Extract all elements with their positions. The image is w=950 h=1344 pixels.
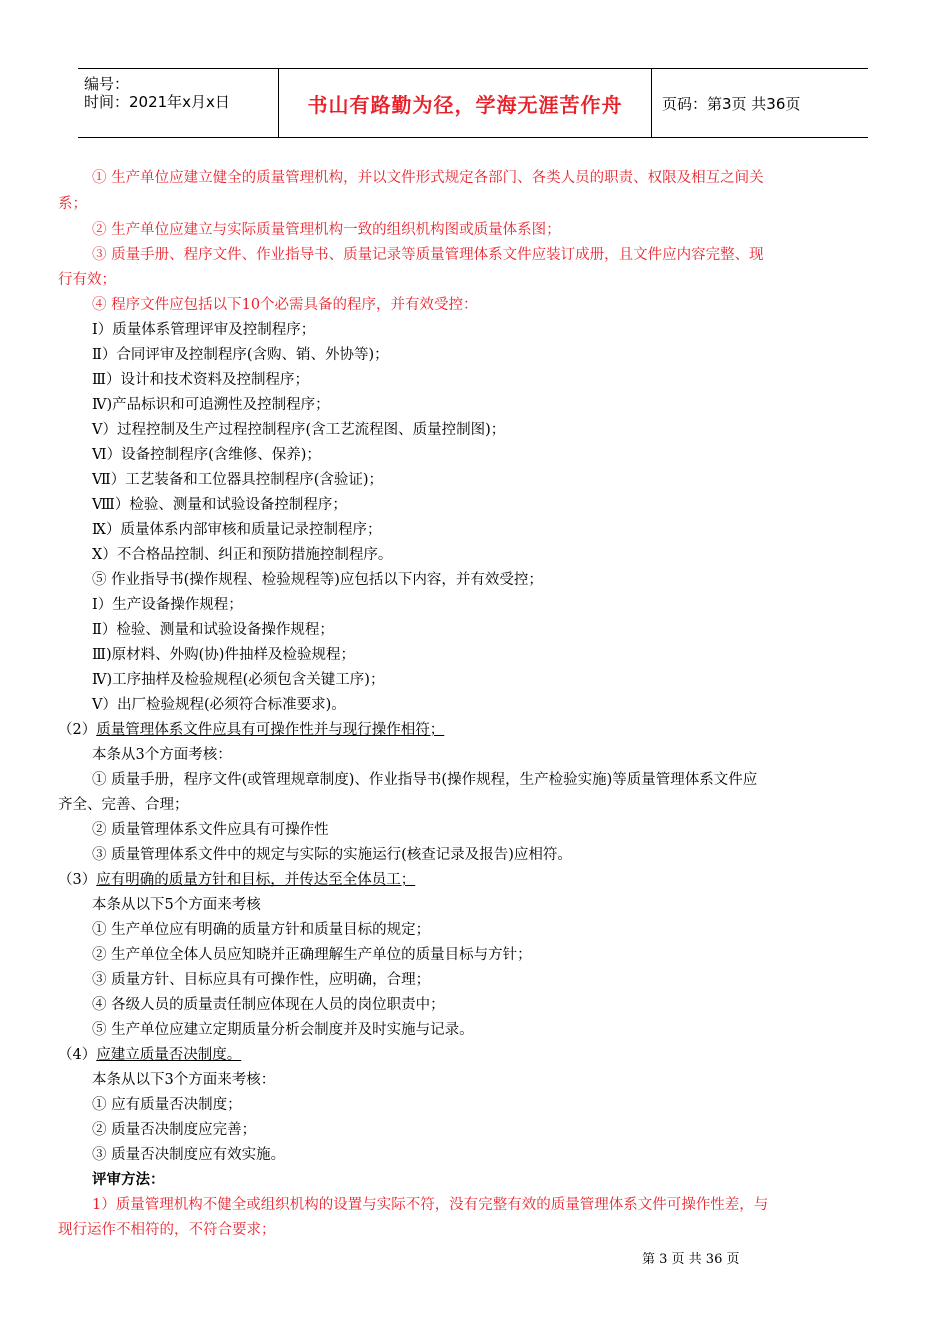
body-line: ① 生产单位应建立健全的质量管理机构，并以文件形式规定各部门、各类人员的职责、权限及相互之间关	[92, 170, 764, 186]
body-line: 本条从以下5个方面来考核	[92, 897, 261, 913]
body-line: ① 生产单位应有明确的质量方针和质量目标的规定；	[92, 922, 431, 938]
section-number: （2）	[58, 722, 97, 738]
body-line: ⑤ 生产单位应建立定期质量分析会制度并及时实施与记录。	[92, 1022, 474, 1038]
section-heading	[58, 870, 415, 890]
document-number-label: 编号：	[84, 75, 130, 93]
body-line: ③ 质量方针、目标应具有可操作性，应明确，合理；	[92, 972, 431, 988]
body-line: ④ 各级人员的质量责任制应体现在人员的岗位职责中；	[92, 997, 445, 1013]
section-number: （4）	[58, 1047, 97, 1063]
header-motto: 书山有路勤为径，学海无涯苦作舟	[279, 69, 652, 137]
body-line: ② 生产单位应建立与实际质量管理机构一致的组织机构图或质量体系图；	[92, 222, 561, 238]
body-line: Ⅸ）质量体系内部审核和质量记录控制程序；	[92, 522, 382, 538]
section-heading	[58, 720, 444, 740]
body-line: ③ 质量管理体系文件中的规定与实际的实施运行(核查记录及报告)应相符。	[92, 847, 572, 863]
body-line: Ⅳ)工序抽样及检验规程(必须包含关键工序)；	[92, 672, 385, 688]
body-line: ② 质量管理体系文件应具有可操作性	[92, 822, 329, 838]
body-line: ② 质量否决制度应完善；	[92, 1122, 257, 1138]
body-line: Ⅰ）生产设备操作规程；	[92, 597, 243, 613]
body-line: ④ 程序文件应包括以下10个必需具备的程序，并有效受控：	[92, 297, 478, 313]
body-line: 行有效；	[58, 272, 116, 288]
body-line: Ⅲ)原材料、外购(协)件抽样及检验规程；	[92, 647, 355, 663]
body-line: ③ 质量否决制度应有效实施。	[92, 1147, 286, 1163]
review-method-heading: 评审方法：	[92, 1171, 165, 1188]
body-line: Ⅰ）质量体系管理评审及控制程序；	[92, 322, 316, 338]
body-line: ⑤ 作业指导书(操作规程、检验规程等)应包括以下内容，并有效受控；	[92, 572, 543, 588]
section-heading	[58, 1045, 241, 1065]
document-time-label: 时间：2021年x月x日	[84, 93, 230, 111]
page-header	[78, 68, 868, 138]
body-line: 1）质量管理机构不健全或组织机构的设置与实际不符，没有完整有效的质量管理体系文件可操作性差，与	[92, 1197, 769, 1213]
body-line: Ⅴ）过程控制及生产过程控制程序(含工艺流程图、质量控制图)；	[92, 422, 506, 438]
section-title: 质量管理体系文件应具有可操作性并与现行操作相符；	[96, 722, 445, 738]
body-line: 系；	[58, 196, 87, 212]
body-line: Ⅹ）不合格品控制、纠正和预防措施控制程序。	[92, 547, 393, 563]
body-line: 本条从3个方面考核：	[92, 747, 232, 763]
body-line: Ⅳ)产品标识和可追溯性及控制程序；	[92, 397, 330, 413]
body-line: ③ 质量手册、程序文件、作业指导书、质量记录等质量管理体系文件应装订成册，且文件应内容完整、现	[92, 247, 764, 263]
body-line: ① 应有质量否决制度；	[92, 1097, 242, 1113]
body-line: Ⅱ）合同评审及控制程序(含购、销、外协等)；	[92, 347, 389, 363]
body-line: Ⅲ）设计和技术资料及控制程序；	[92, 372, 309, 388]
page-footer: 第 3 页 共 36 页	[642, 1252, 740, 1267]
body-line: 齐全、完善、合理；	[58, 797, 189, 813]
body-line: Ⅷ）检验、测量和试验设备控制程序；	[92, 497, 347, 513]
body-line: Ⅵ）设备控制程序(含维修、保养)；	[92, 447, 321, 463]
section-title: 应建立质量否决制度。	[96, 1047, 242, 1063]
body-line: Ⅶ）工艺装备和工位器具控制程序(含验证)；	[92, 472, 384, 488]
section-number: （3）	[58, 872, 97, 888]
body-line: 现行运作不相符的，不符合要求；	[58, 1222, 276, 1238]
body-line: ① 质量手册，程序文件(或管理规章制度)、作业指导书(操作规程，生产检验实施)等质量管理体系文件应	[92, 772, 758, 788]
header-info-cell	[78, 69, 279, 137]
body-line: Ⅱ）检验、测量和试验设备操作规程；	[92, 622, 334, 638]
body-line: ② 生产单位全体人员应知晓并正确理解生产单位的质量目标与方针；	[92, 947, 532, 963]
body-line: Ⅴ）出厂检验规程(必须符合标准要求)。	[92, 697, 346, 713]
header-page-number: 页码：第3页 共36页	[662, 94, 801, 113]
body-line: 本条从以下3个方面来考核：	[92, 1072, 276, 1088]
section-title: 应有明确的质量方针和目标，并传达至全体员工；	[96, 872, 416, 888]
